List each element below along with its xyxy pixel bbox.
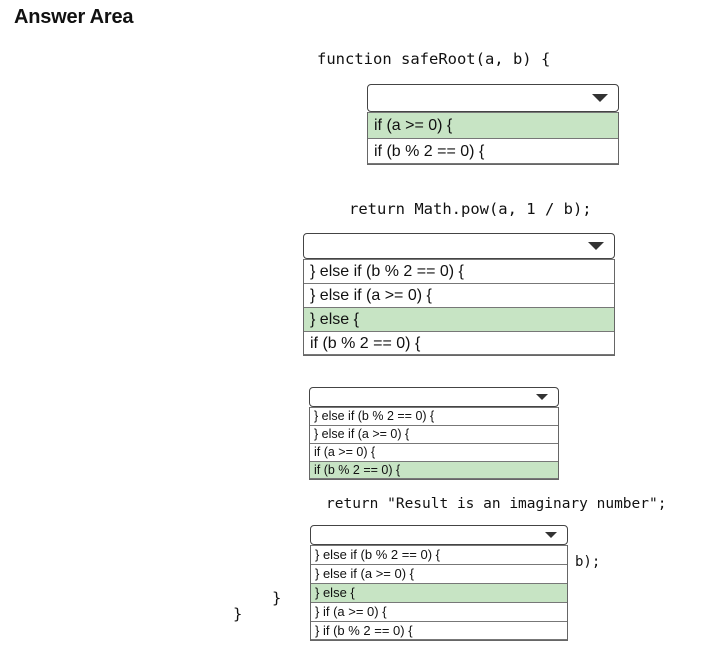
chevron-down-icon[interactable] <box>588 242 604 250</box>
dropdown-4-option[interactable]: } else { <box>311 583 567 602</box>
answer-area-title: Answer Area <box>14 6 134 28</box>
code-line-partial: b); <box>575 554 601 570</box>
dropdown-3-header[interactable] <box>309 387 559 407</box>
dropdown-3-option[interactable]: if (a >= 0) { <box>310 443 558 461</box>
dropdown-1-option[interactable]: if (a >= 0) { <box>368 112 618 138</box>
dropdown-3-options <box>309 407 559 480</box>
dropdown-2-option[interactable]: } else if (b % 2 == 0) { <box>304 259 614 283</box>
dropdown-1[interactable] <box>367 84 619 166</box>
dropdown-4-header[interactable] <box>310 525 568 545</box>
closing-brace-outer: } <box>233 605 243 623</box>
dropdown-4-option[interactable]: } else if (b % 2 == 0) { <box>311 545 567 564</box>
chevron-down-icon[interactable] <box>536 394 548 400</box>
dropdown-4-option[interactable]: } if (b % 2 == 0) { <box>311 621 567 640</box>
chevron-down-icon[interactable] <box>592 94 608 102</box>
dropdown-4[interactable] <box>310 525 568 645</box>
closing-brace-inner: } <box>272 589 282 607</box>
dropdown-2-option[interactable]: } else if (a >= 0) { <box>304 283 614 307</box>
dropdown-2-options <box>303 259 615 356</box>
dropdown-3-option[interactable]: } else if (a >= 0) { <box>310 425 558 443</box>
dropdown-2-option[interactable]: if (b % 2 == 0) { <box>304 331 614 355</box>
dropdown-2[interactable] <box>303 233 615 357</box>
code-line-function: function safeRoot(a, b) { <box>317 50 551 68</box>
dropdown-2-header[interactable] <box>303 233 615 259</box>
dropdown-4-option[interactable]: } else if (a >= 0) { <box>311 564 567 583</box>
code-line-return-pow: return Math.pow(a, 1 / b); <box>349 200 592 218</box>
dropdown-3-option[interactable]: } else if (b % 2 == 0) { <box>310 407 558 425</box>
dropdown-4-options <box>310 545 568 641</box>
dropdown-3[interactable] <box>309 387 559 487</box>
dropdown-2-option[interactable]: } else { <box>304 307 614 331</box>
dropdown-1-header[interactable] <box>367 84 619 112</box>
dropdown-4-option[interactable]: } if (a >= 0) { <box>311 602 567 621</box>
dropdown-1-options <box>367 112 619 165</box>
chevron-down-icon[interactable] <box>545 532 557 538</box>
code-line-return-imaginary: return "Result is an imaginary number"; <box>326 496 667 512</box>
dropdown-3-option[interactable]: if (b % 2 == 0) { <box>310 461 558 479</box>
dropdown-1-option[interactable]: if (b % 2 == 0) { <box>368 138 618 164</box>
